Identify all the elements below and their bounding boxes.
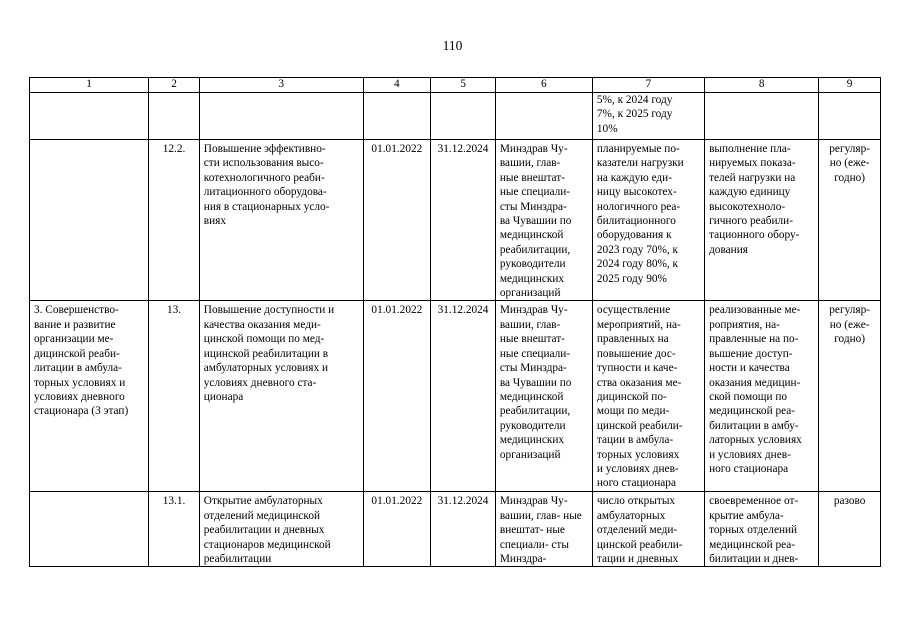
indicator-cell: число открытых амбулаторных отделений меди- цинской реабили- тации и дневных [592, 492, 704, 567]
column-header: 9 [819, 78, 881, 93]
item-number-cell: 13. [149, 301, 200, 492]
end-date-cell [431, 93, 496, 140]
measure-name-cell [199, 93, 363, 140]
responsible-cell: Минздрав Чу- вашии, глав- ные внештат- ные специали- сты Минздра- ва Чувашии по медицинской реабилитации, руководители медицинских организаций [495, 140, 592, 301]
end-date-cell: 31.12.2024 [431, 492, 496, 567]
start-date-cell [363, 93, 431, 140]
start-date-cell: 01.01.2022 [363, 140, 431, 301]
end-date-cell: 31.12.2024 [431, 140, 496, 301]
table-row [30, 93, 881, 140]
section-cell [30, 140, 149, 301]
column-header: 7 [592, 78, 704, 93]
column-header: 1 [30, 78, 149, 93]
result-cell: выполнение пла- нируемых показа- телей нагрузки на каждую единицу высокотехноло- гичного реабили- тационного обору- дования [705, 140, 819, 301]
indicator-cell: планируемые по- казатели нагрузки на каждую еди- ницу высокотех- нологичного реа- билитационного оборудования к 2023 году 70%, к 2024 году 80%, к 2025 году 90% [592, 140, 704, 301]
measures-table [29, 77, 881, 567]
responsible-cell [495, 93, 592, 140]
responsible-cell: Минздрав Чу- вашии, глав- ные внештат- ные специали- сты Минздра- [495, 492, 592, 567]
indicator-cell: осуществление мероприятий, на- правленных на повышение дос- тупности и каче- ства оказания ме- дицинской по- мощи по меди- цинской реабили- тации в амбула- торных условиях и условиях днев- ного стационара [592, 301, 704, 492]
item-number-cell: 12.2. [149, 140, 200, 301]
measure-name-cell: Открытие амбулаторных отделений медицинской реабилитации и дневных стационаров медицинской реабилитации [199, 492, 363, 567]
table-row [30, 301, 881, 492]
column-header: 6 [495, 78, 592, 93]
header-row [30, 78, 881, 93]
frequency-cell: регуляр- но (еже- годно) [819, 140, 881, 301]
column-header: 4 [363, 78, 431, 93]
column-header: 5 [431, 78, 496, 93]
table-row [30, 140, 881, 301]
column-header: 2 [149, 78, 200, 93]
responsible-cell: Минздрав Чу- вашии, глав- ные внештат- ные специали- сты Минздра- ва Чувашии по медицинской реабилитации, руководители медицинских организаций [495, 301, 592, 492]
measure-name-cell: Повышение эффективно- сти использования высо- котехнологичного реаби- литационного оборудова- ния в стационарных усло- виях [199, 140, 363, 301]
measure-name-cell: Повышение доступности и качества оказания меди- цинской помощи по мед- ицинской реабилитации в амбулаторных условиях и условиях дневного ста- ционара [199, 301, 363, 492]
item-number-cell [149, 93, 200, 140]
section-cell: 3. Совершенство- вание и развитие организации ме- дицинской реаби- литации в амбула- торных условиях и условиях дневного стационара (3 этап) [30, 301, 149, 492]
result-cell: своевременное от- крытие амбула- торных отделений медицинской реа- билитации и днев- [705, 492, 819, 567]
start-date-cell: 01.01.2022 [363, 492, 431, 567]
result-cell: реализованные ме- роприятия, на- правленные на по- вышение доступ- ности и качества оказания медицин- ской помощи по медицинской реа- билитации в амбу- латорных условиях и условиях днев- ного стационара [705, 301, 819, 492]
frequency-cell: регуляр- но (еже- годно) [819, 301, 881, 492]
page-number: 110 [442, 38, 463, 53]
result-cell [705, 93, 819, 140]
indicator-cell: 5%, к 2024 году 7%, к 2025 году 10% [592, 93, 704, 140]
start-date-cell: 01.01.2022 [363, 301, 431, 492]
table-row [30, 492, 881, 567]
section-cell [30, 93, 149, 140]
frequency-cell [819, 93, 881, 140]
column-header: 8 [705, 78, 819, 93]
end-date-cell: 31.12.2024 [431, 301, 496, 492]
frequency-cell: разово [819, 492, 881, 567]
section-cell [30, 492, 149, 567]
column-header: 3 [199, 78, 363, 93]
item-number-cell: 13.1. [149, 492, 200, 567]
